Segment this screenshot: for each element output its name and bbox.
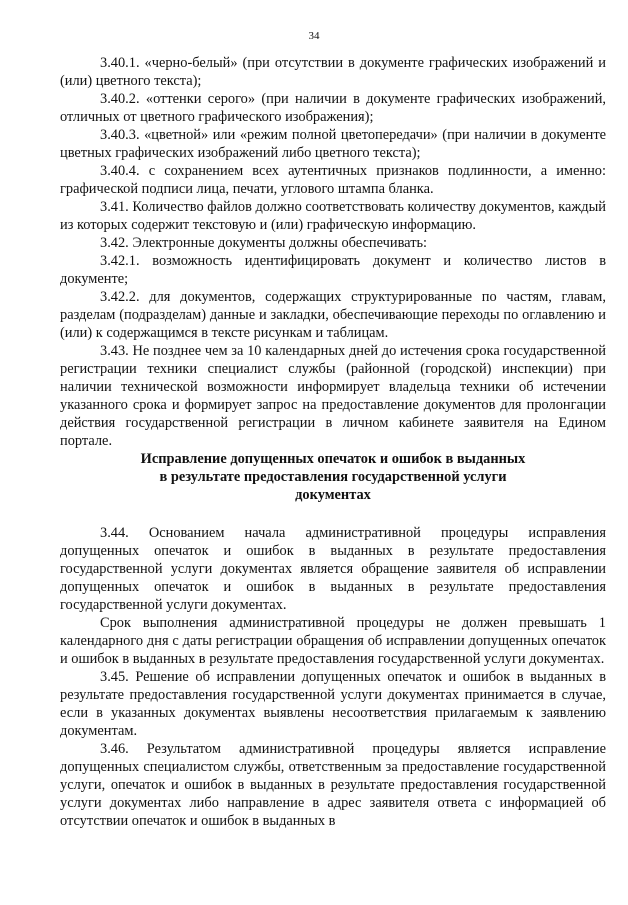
paragraph-3-43: 3.43. Не позднее чем за 10 календарных дней до истечения срока государственной регистрации техники специалист службы (районной (городской) инспекции) при наличии технической возможности информирует владельца техники об истечении указанного срока и формирует запрос на предоставление документов для пролонгации действия государственной регистрации в личном кабинете заявителя на Едином портале.: [60, 343, 606, 449]
paragraph-deadline: Срок выполнения административной процедуры не должен превышать 1 календарного дня с даты регистрации обращения об исправлении допущенных опечаток и ошибок в выданных в результате предоставления государственной услуги документах.: [60, 615, 606, 667]
paragraph-3-40-3: 3.40.3. «цветной» или «режим полной цветопередачи» (при наличии в документе цветных графических изображений либо цветного текста);: [60, 127, 606, 161]
paragraph-3-41: 3.41. Количество файлов должно соответствовать количеству документов, каждый из которых содержит текстовую и (или) графическую информацию.: [60, 199, 606, 233]
section-heading-line-2: в результате предоставления государственной услуги: [159, 469, 507, 485]
document-body: [60, 54, 606, 830]
paragraph-3-42-1: 3.42.1. возможность идентифицировать документ и количество листов в документе;: [60, 253, 606, 287]
section-heading: [60, 450, 606, 504]
paragraph-3-46: 3.46. Результатом административной процедуры является исправление допущенных специалистом службы, ответственным за предоставление государственной услуги, опечаток и ошибок в выданных в результате предоставления государственной услуги документах либо направление в адрес заявителя ответа с информацией об отсутствии опечаток и ошибок в выданных в: [60, 741, 606, 829]
section-heading-line-1: Исправление допущенных опечаток и ошибок в выданных: [140, 451, 526, 467]
section-heading-line-3: документах: [295, 487, 371, 503]
paragraph-3-40-4: 3.40.4. с сохранением всех аутентичных признаков подлинности, а именно: графической подписи лица, печати, углового штампа бланка.: [60, 163, 606, 197]
paragraph-3-44: 3.44. Основанием начала административной процедуры исправления допущенных опечаток и ошибок в выданных в результате предоставления государственной услуги документах является обращение заявителя об исправлении допущенных опечаток и ошибок в выданных в результате предоставления государственной услуги документах.: [60, 525, 606, 613]
paragraph-3-40-2: 3.40.2. «оттенки серого» (при наличии в документе графических изображений, отличных от цветного графического изображения);: [60, 91, 606, 125]
paragraph-3-42-2: 3.42.2. для документов, содержащих структурированные по частям, главам, разделам (подразделам) данные и закладки, обеспечивающие переходы по оглавлению и (или) к содержащимся в тексте рисункам и таблицам.: [60, 289, 606, 341]
page-number: 34: [308, 30, 320, 42]
paragraph-3-45: 3.45. Решение об исправлении допущенных опечаток и ошибок в выданных в результате предоставления государственной услуги документах принимается в случае, если в указанных документах выявлены несоответствия прилагаемым к заявлению документам.: [60, 669, 606, 739]
paragraph-3-40-1: 3.40.1. «черно-белый» (при отсутствии в документе графических изображений и (или) цветного текста);: [60, 55, 606, 89]
paragraph-3-42: 3.42. Электронные документы должны обеспечивать:: [100, 235, 428, 251]
